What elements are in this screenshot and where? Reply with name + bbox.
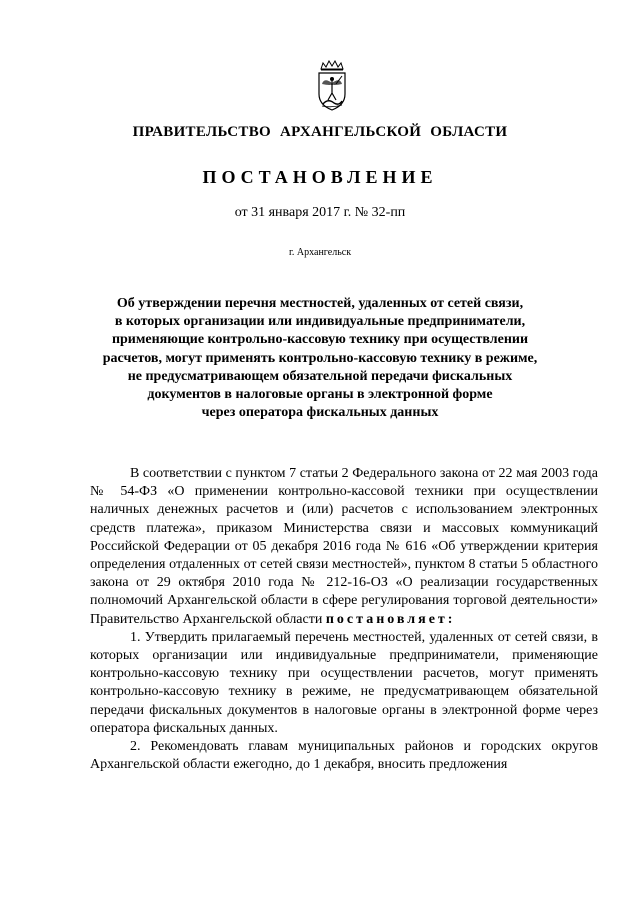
subject-line: документов в налоговые органы в электронной форме [147, 387, 493, 403]
preamble-paragraph [90, 465, 598, 629]
subject-line: через оператора фискальных данных [201, 405, 439, 421]
subject-line: не предусматривающем обязательной передачи фискальных [127, 368, 513, 384]
subject-line: расчетов, могут применять контрольно-кассовую технику в режиме, [102, 350, 538, 366]
resolves-word: постановляет: [325, 611, 456, 627]
organization-title: ПРАВИТЕЛЬСТВО АРХАНГЕЛЬСКОЙ ОБЛАСТИ [132, 124, 508, 140]
document-subject [100, 295, 540, 422]
item-2-paragraph: 2. Рекомендовать главам муниципальных районов и городских округов Архангельской области ежегодно, до 1 декабря, вносить предложения [90, 739, 598, 773]
document-type: ПОСТАНОВЛЕНИЕ [202, 167, 438, 187]
subject-line: в которых организации или индивидуальные предприниматели, [114, 314, 526, 330]
document-date-number: от 31 января 2017 г. № 32-пп [234, 205, 406, 220]
document-body [90, 465, 598, 774]
coat-of-arms-icon [316, 60, 348, 112]
item-1-paragraph: 1. Утвердить прилагаемый перечень местностей, удаленных от сетей связи, в которых организации или индивидуальные предприниматели, применяющие контрольно-кассовую технику при осуществлении расчетов, могут применять контрольно-кассовую технику в режиме, не предусматривающем обязательной передачи фискальных документов в налоговые органы в электронной форме через оператора фискальных данных. [90, 629, 598, 736]
preamble-text: В соответствии с пунктом 7 статьи 2 Федерального закона от 22 мая 2003 года № 54-ФЗ «О применении контрольно-кассовой техники при осуществлении наличных денежных расчетов и (или) расчетов с использованием электронных средств платежа», приказом Министерства связи и массовых коммуникаций Российской Федерации от 05 декабря 2016 года № 616 «Об утверждении критерия определения отдаленных от сетей связи местностей», пунктом 8 статьи 5 областного закона от 29 октября 2010 года № 212-16-ОЗ «О реализации государственных полномочий Архангельской области в сфере регулирования торговой деятельности» Правительство Архангельской области [90, 466, 598, 627]
subject-line: Об утверждении перечня местностей, удаленных от сетей связи, [116, 296, 524, 311]
document-city: г. Архангельск [288, 247, 352, 258]
subject-line: применяющие контрольно-кассовую технику при осуществлении [111, 332, 529, 348]
